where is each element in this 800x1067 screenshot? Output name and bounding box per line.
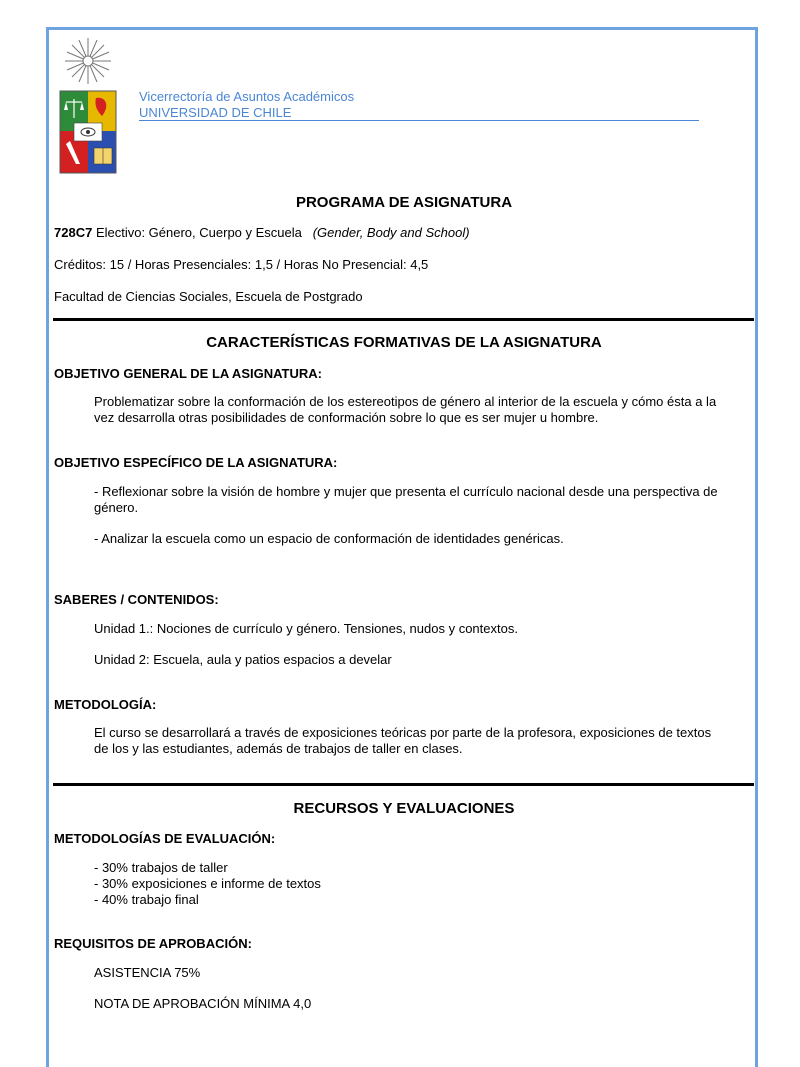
section-divider [53, 783, 754, 786]
list-item: - 30% exposiciones e informe de textos [94, 876, 321, 891]
list-item: - 30% trabajos de taller [94, 860, 228, 875]
header-org [139, 89, 354, 121]
evaluacion-label: METODOLOGÍAS DE EVALUACIÓN: [54, 831, 276, 846]
header-divider [139, 120, 699, 121]
objetivo-especifico-label: OBJETIVO ESPECÍFICO DE LA ASIGNATURA: [54, 455, 338, 470]
section-title-recursos: RECURSOS Y EVALUACIONES [293, 800, 515, 817]
metodologia-text: El curso se desarrollará a través de exposiciones teóricas por parte de la profesora, exposiciones de textos de los y las estudiantes, además de trabajos de taller en clases. [94, 725, 712, 756]
faculty-line: Facultad de Ciencias Sociales, Escuela de Postgrado [54, 289, 363, 304]
objetivo-general-label: OBJETIVO GENERAL DE LA ASIGNATURA: [54, 366, 322, 381]
credits-line: Créditos: 15 / Horas Presenciales: 1,5 / Horas No Presencial: 4,5 [54, 257, 429, 272]
asistencia-requirement: ASISTENCIA 75% [94, 965, 201, 980]
evaluacion-list [94, 860, 724, 908]
saberes-label: SABERES / CONTENIDOS: [54, 592, 219, 607]
objetivo-general-text: Problematizar sobre la conformación de los estereotipos de género al interior de la escuela y cómo ésta a la vez desarrolla otras posibilidades de conformación sobre lo que es ser mujer u hombre. [94, 394, 717, 425]
course-english-name: (Gender, Body and School) [312, 225, 470, 240]
page-title: PROGRAMA DE ASIGNATURA [295, 194, 513, 211]
requisitos-label: REQUISITOS DE APROBACIÓN: [54, 936, 252, 951]
course-code: 728C7 [54, 225, 93, 240]
unidad-1: Unidad 1.: Nociones de currículo y género. Tensiones, nudos y contextos. [94, 621, 518, 636]
course-line [54, 225, 470, 240]
list-item: - 40% trabajo final [94, 892, 199, 907]
header-vicerrectoria: Vicerrectoría de Asuntos Académicos [139, 89, 355, 104]
star-icon [65, 38, 111, 84]
objetivo-especifico-1: - Reflexionar sobre la visión de hombre y mujer que presenta el currículo nacional desde una perspectiva de género. [94, 484, 718, 515]
section-divider [53, 318, 754, 321]
section-title-caracteristicas: CARACTERÍSTICAS FORMATIVAS DE LA ASIGNATURA [206, 334, 602, 351]
unidad-2: Unidad 2: Escuela, aula y patios espacios a develar [94, 652, 392, 667]
nota-requirement: NOTA DE APROBACIÓN MÍNIMA 4,0 [94, 996, 312, 1011]
metodologia-label: METODOLOGÍA: [54, 697, 157, 712]
university-crest-logo [58, 36, 118, 176]
shield-icon [60, 91, 116, 173]
objetivo-especifico-2: - Analizar la escuela como un espacio de conformación de identidades genéricas. [94, 531, 564, 546]
header-university: UNIVERSIDAD DE CHILE [139, 105, 292, 120]
page-frame [46, 27, 758, 1067]
course-name: Electivo: Género, Cuerpo y Escuela [95, 225, 302, 240]
